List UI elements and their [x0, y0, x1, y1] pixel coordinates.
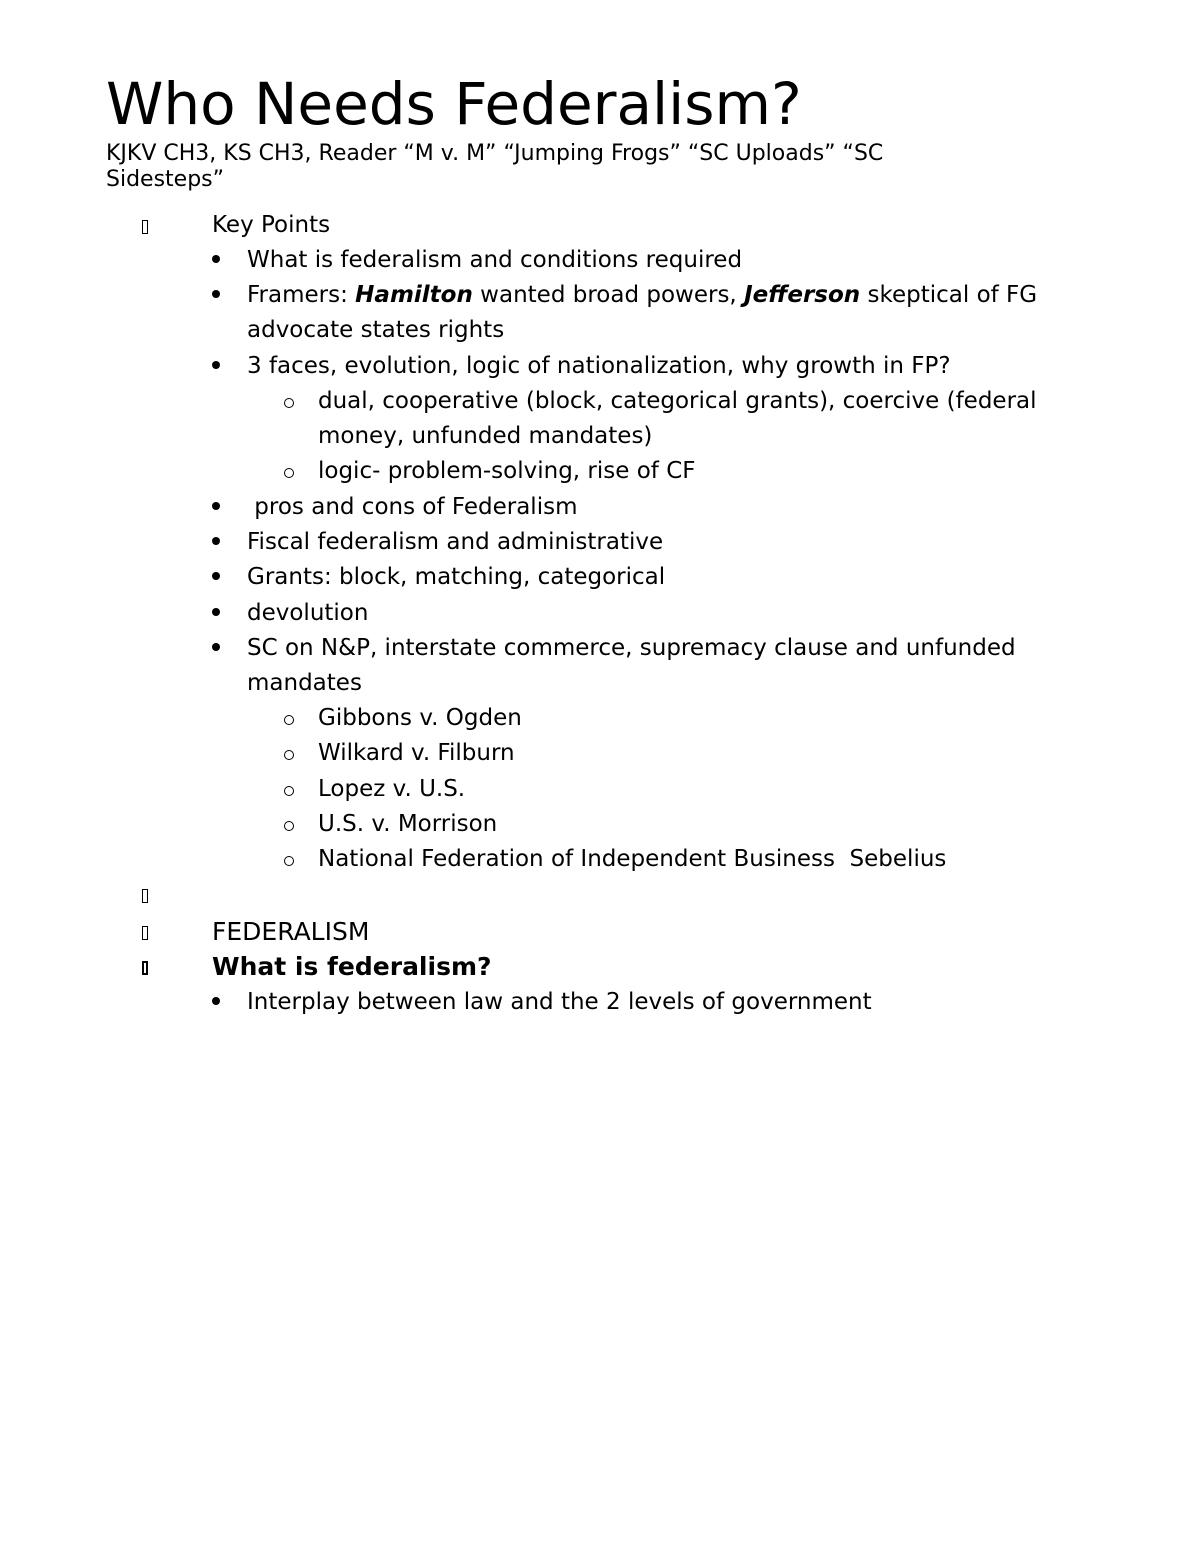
sub-bullet-icon — [284, 821, 294, 831]
bullet-icon — [212, 255, 220, 263]
case-item: Lopez v. U.S. — [318, 776, 466, 802]
list-item: 3 faces, evolution, logic of nationalization, why growth in FP? — [247, 353, 951, 379]
sub-bullet-icon — [284, 398, 294, 408]
key-points-heading: Key Points — [212, 212, 331, 238]
sub-list-item: dual, cooperative (block, categorical grants), coercive (federal — [318, 388, 1037, 414]
case-item: U.S. v. Morrison — [318, 811, 498, 837]
bullet-icon — [212, 572, 220, 580]
bullet-icon — [212, 502, 220, 510]
case-item: Gibbons v. Ogden — [318, 705, 522, 731]
sub-bullet-icon — [284, 715, 294, 725]
bullet-icon — [212, 537, 220, 545]
bullet-icon — [212, 997, 220, 1005]
bullet-icon — [212, 608, 220, 616]
list-item — [247, 278, 1037, 313]
list-item: devolution — [247, 600, 369, 626]
sub-list-item: logic- problem-solving, rise of CF — [318, 458, 696, 484]
list-item: Grants: block, matching, categorical — [247, 564, 666, 590]
sub-bullet-icon — [284, 786, 294, 796]
section-heading: FEDERALISM — [212, 917, 370, 946]
list-item-continuation: advocate states rights — [247, 317, 505, 343]
case-item: National Federation of Independent Business Sebelius — [318, 846, 947, 872]
list-item: pros and cons of Federalism — [247, 494, 578, 520]
page-subtitle: KJKV CH3, KS CH3, Reader “M v. M” “Jumping Frogs” “SC Uploads” “SC Sidesteps” — [106, 141, 884, 192]
jefferson-name: Jefferson — [744, 282, 861, 308]
box-bullet-icon — [142, 877, 148, 912]
bullet-icon — [212, 361, 220, 369]
hamilton-name: Hamilton — [355, 282, 473, 308]
framers-middle: wanted broad powers, — [472, 282, 745, 308]
sub-bullet-icon — [284, 750, 294, 760]
sub-bullet-icon — [284, 856, 294, 866]
bullet-icon — [212, 643, 220, 651]
box-bullet-icon — [142, 208, 148, 243]
box-bullet-icon — [142, 914, 148, 949]
sub-list-item-continuation: money, unfunded mandates) — [318, 423, 653, 449]
list-item: Interplay between law and the 2 levels of government — [247, 989, 872, 1015]
list-item-continuation: mandates — [247, 670, 362, 696]
framers-suffix: skeptical of FG — [860, 282, 1038, 308]
page-title: Who Needs Federalism? — [106, 70, 802, 138]
sub-bullet-icon — [284, 468, 294, 478]
case-item: Wilkard v. Filburn — [318, 740, 515, 766]
framers-prefix: Framers: — [247, 282, 356, 308]
list-item: SC on N&P, interstate commerce, supremacy clause and unfunded — [247, 635, 1016, 661]
list-item: Fiscal federalism and administrative — [247, 529, 664, 555]
section-question: What is federalism? — [212, 952, 492, 981]
list-item: What is federalism and conditions required — [247, 247, 743, 273]
bullet-icon — [212, 290, 220, 298]
box-bullet-icon — [142, 949, 148, 984]
